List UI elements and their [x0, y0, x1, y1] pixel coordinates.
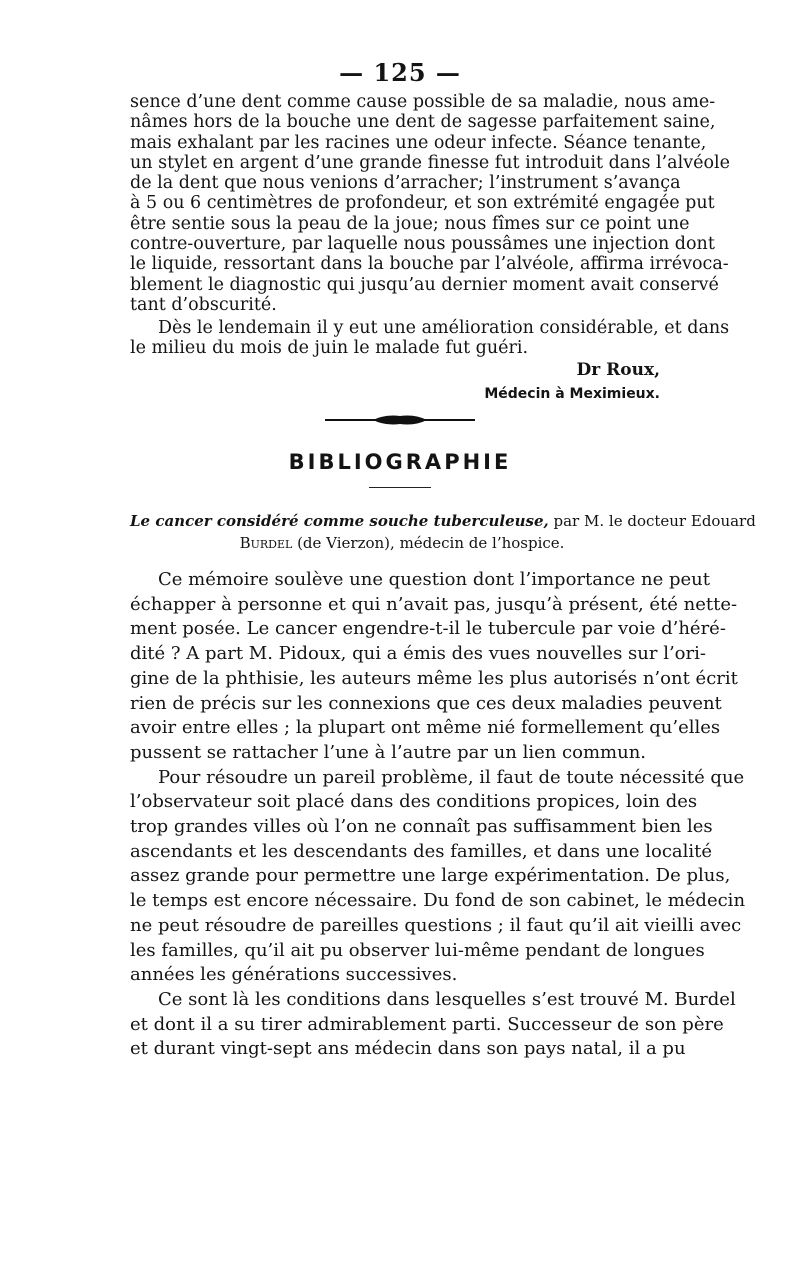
paragraph-outcome — [130, 318, 730, 359]
text-line: contre-ouverture, par laquelle nous poussâmes une injection dont — [130, 234, 715, 255]
text-line: et dont il a su tirer admirablement parti. Successeur de son père — [130, 1013, 724, 1035]
text-line: Ce mémoire soulève une question dont l’importance ne peut — [158, 569, 710, 590]
text-line: années les générations successives. — [130, 964, 458, 986]
citation-author: Burdel — [239, 534, 293, 552]
text-line: l’observateur soit placé dans des conditions propices, loin des — [130, 791, 698, 813]
section-title: BIBLIOGRAPHIE — [288, 450, 512, 474]
text-line: le liquide, ressortant dans la bouche par l’alvéole, affirma irrévoca- — [130, 254, 729, 275]
text-line: Ce sont là les conditions dans lesquelles s’est trouvé M. Burdel — [158, 988, 736, 1010]
text-line: le milieu du mois de juin le malade fut guéri. — [130, 338, 529, 359]
review-body — [130, 568, 746, 1062]
citation-line — [130, 532, 674, 554]
text-line: Pour résoudre un pareil problème, il faut de toute nécessité que — [158, 766, 745, 788]
citation-title: Le cancer considéré comme souche tuberculeuse, — [130, 512, 549, 530]
text-line: gine de la phthisie, les auteurs même les plus autorisés n’ont écrit — [130, 667, 738, 689]
text-line: être sentie sous la peau de la joue; nous fîmes sur ce point une — [130, 213, 690, 234]
text-line: Dès le lendemain il y eut une amélioration considérable, et dans — [158, 318, 730, 338]
text-line: ne peut résoudre de pareilles questions ; il faut qu’il ait vieilli avec — [130, 914, 742, 936]
signature-place: Médecin à Meximieux. — [484, 386, 660, 402]
text-line: à 5 ou 6 centimètres de profondeur, et son extrémité engagée put — [130, 193, 715, 214]
text-line: nâmes hors de la bouche une dent de sagesse parfaitement saine, — [130, 112, 716, 133]
ornament-divider-icon — [325, 413, 475, 427]
text-line: un stylet en argent d’une grande finesse fut introduit dans l’alvéole — [130, 152, 730, 173]
signature-name: Dr Roux, — [576, 360, 660, 380]
text-line: trop grandes villes où l’on ne connaît pas suffisamment bien les — [130, 816, 713, 838]
text-line: avoir entre elles ; la plupart ont même nié formellement qu’elles — [130, 717, 721, 739]
text-line: rien de précis sur les connexions que ces deux maladies peuvent — [130, 692, 722, 714]
text-line: ment posée. Le cancer engendre-t-il le tubercule par voie d’héré- — [130, 618, 726, 640]
text-line: le temps est encore nécessaire. Du fond de son cabinet, le médecin — [130, 890, 746, 912]
book-citation — [130, 510, 756, 554]
text-line: échapper à personne et qui n’avait pas, jusqu’à présent, été nette- — [130, 593, 738, 615]
citation-line — [130, 510, 756, 532]
page-number: — 125 — — [339, 58, 461, 87]
title-rule — [369, 487, 431, 488]
text-line: blement le diagnostic qui jusqu’au dernier moment avait conservé — [130, 274, 719, 295]
citation-rest: (de Vierzon), médecin de l’hospice. — [297, 534, 565, 552]
text-line: dité ? A part M. Pidoux, qui a émis des vues nouvelles sur l’ori- — [130, 643, 706, 665]
text-line: et durant vingt-sept ans médecin dans son pays natal, il a pu — [130, 1038, 686, 1060]
text-line: mais exhalant par les racines une odeur infecte. Séance tenante, — [130, 132, 707, 153]
text-line: sence d’une dent comme cause possible de sa maladie, nous ame- — [130, 92, 716, 112]
citation-by: par M. le docteur Edouard — [553, 512, 756, 530]
text-line: de la dent que nous venions d’arracher; l’instrument s’avança — [130, 173, 681, 194]
text-line: tant d’obscurité. — [130, 294, 277, 315]
paragraph-continuation — [130, 92, 730, 315]
text-line: pussent se rattacher l’une à l’autre par un lien commun. — [130, 741, 647, 763]
text-line: les familles, qu’il ait pu observer lui-même pendant de longues — [130, 939, 705, 961]
text-line: assez grande pour permettre une large expérimentation. De plus, — [130, 865, 731, 887]
text-line: ascendants et les descendants des familles, et dans une localité — [130, 840, 713, 862]
